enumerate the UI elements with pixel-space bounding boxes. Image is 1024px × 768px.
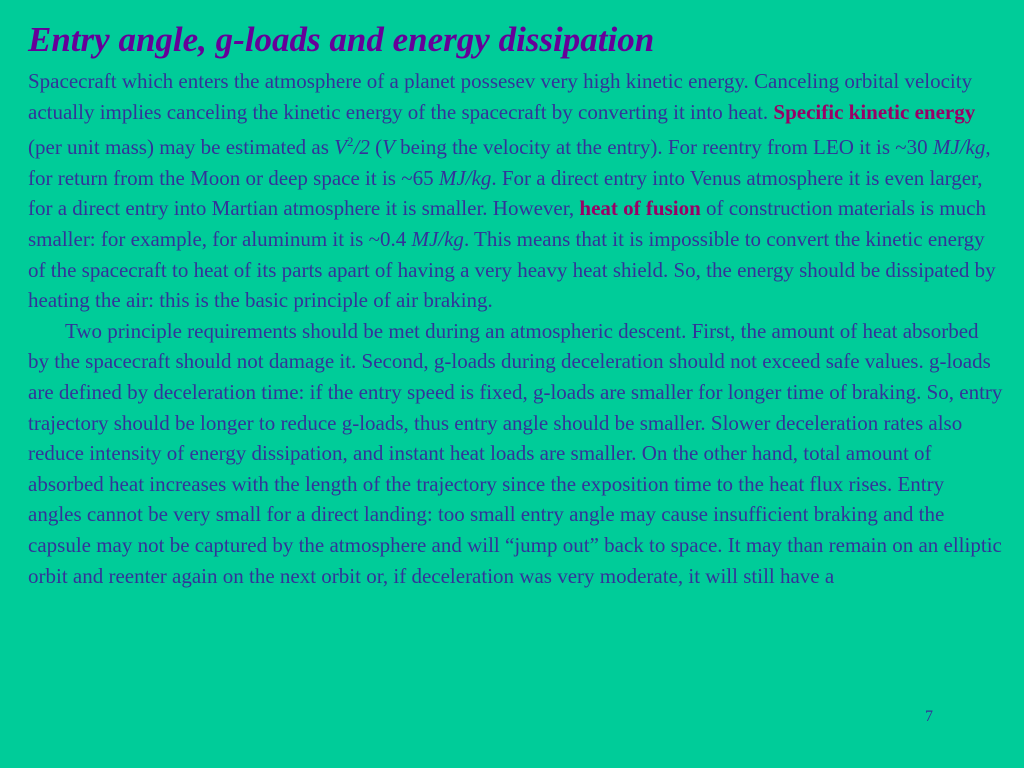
paragraph-1	[28, 66, 1003, 316]
term-heat-of-fusion: heat of fusion	[579, 196, 701, 221]
text-run: being the velocity at the entry). For reentry from LEO it is ~30	[394, 135, 933, 160]
formula-velocity: V	[334, 135, 347, 160]
formula-exponent: 2	[347, 134, 354, 150]
text-run: . For a direct entry into Venus atmosphere it is even larger, for a direct entry into Martian atmosphere it is smaller. However,	[28, 165, 983, 221]
formula-divisor: /2	[353, 135, 370, 160]
text-run: , for return from the Moon or deep space it is ~65	[28, 135, 991, 190]
slide-body	[28, 66, 1003, 591]
text-run: (per unit mass) may be estimated as	[28, 135, 335, 160]
text-run: of construction materials is much smaller: for example, for aluminum it is ~0.4	[28, 196, 986, 251]
page-number: 7	[925, 708, 933, 725]
slide-title: Entry angle, g-loads and energy dissipation	[28, 20, 655, 59]
text-run: Spacecraft which enters the atmosphere of a planet possesev very high kinetic energy. Canceling orbital velocity actually implies canceling the kinetic energy of the spacecraft by converting it into heat.	[28, 69, 973, 124]
text-run: . This means that it is impossible to convert the kinetic energy of the spacecraft to heat of its parts apart of having a very heavy heat shield. So, the energy should be dissipated by heating the air: this is the basic principle of air braking.	[28, 226, 996, 313]
unit-mj-per-kg: MJ/kg	[438, 165, 492, 190]
term-specific-kinetic-energy: Specific kinetic energy	[773, 99, 976, 124]
symbol-velocity: V	[382, 135, 395, 160]
paragraph-2: Two principle requirements should be met during an atmospheric descent. First, the amount of heat absorbed by the spacecraft should not damage it. Second, g-loads during deceleration should not exceed safe values. g-loads are defined by deceleration time: if the entry speed is fixed, g-loads are smaller for longer time of braking. So, entry trajectory should be longer to reduce g-loads, thus entry angle should be smaller. Slower deceleration rates also reduce intensity of energy dissipation, and instant heat loads are smaller. On the other hand, total amount of absorbed heat increases with the length of the trajectory since the exposition time to the heat flux rises. Entry angles cannot be very small for a direct landing: too small entry angle may cause insufficient braking and the capsule may not be captured by the atmosphere and will “jump out” back to space. It may than remain on an elliptic orbit and reenter again on the next orbit or, if deceleration was very moderate, it will still have a	[28, 318, 1003, 588]
unit-mj-per-kg: MJ/kg	[932, 135, 986, 160]
unit-mj-per-kg: MJ/kg	[411, 226, 464, 251]
text-run: (	[369, 135, 383, 160]
